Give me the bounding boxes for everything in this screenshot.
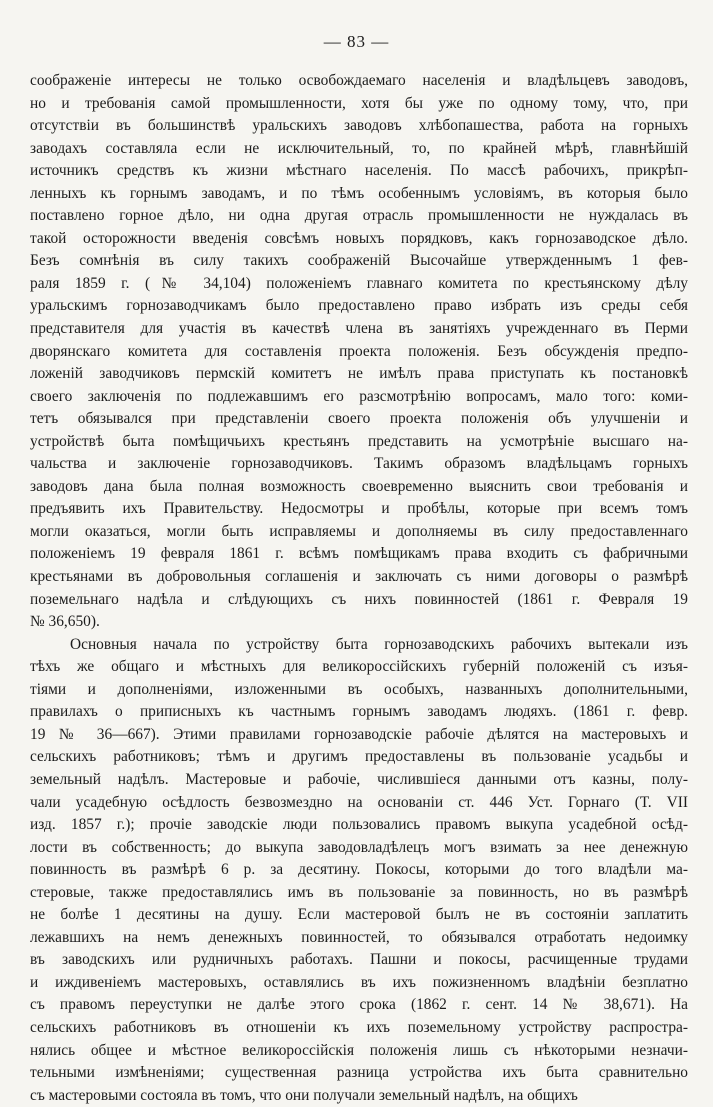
text-line: нялись общее и мѣстное великороссійскія положенія лишь съ нѣкоторыми незначи-	[30, 1041, 688, 1059]
text-line: заводахъ составляла если не исключительный, то, по крайней мѣрѣ, главнѣйшій	[30, 139, 688, 157]
text-line: въ заводскихъ или рудничныхъ работахъ. Пашни и покосы, расчищенные трудами	[30, 951, 688, 969]
text-line: 19 № 36—667). Этими правилами горнозаводскіе рабочіе дѣлятся на мастеровыхъ и	[30, 725, 688, 743]
text-line: поставлено горное дѣло, ни одна другая отрасль промышленности не нуждалась въ	[30, 207, 688, 225]
text-line: предъявить ихъ Правительству. Недосмотры и пробѣлы, которые при всемъ томъ	[30, 500, 688, 518]
text-line: не болѣе 1 десятины на душу. Если мастеровой былъ не въ состояніи заплатить	[30, 906, 688, 924]
paragraph	[30, 70, 688, 634]
text-line: но и требованія самой промышленности, хотя бы уже по одному тому, что, при	[30, 94, 688, 112]
text-line: могли оказаться, могли быть исправляемы и дополняемы въ силу предоставленнаго	[30, 522, 688, 540]
text-line: своего заключенія по подлежавшимъ его разсмотрѣнію вопросамъ, мало того: коми-	[30, 387, 688, 405]
text-line: лости въ собственность; до выкупа заводовладѣлецъ могъ взимать за нее денежную	[30, 838, 688, 856]
text-line: ленныхъ къ горнымъ заводамъ, и по тѣмъ особеннымъ условіямъ, въ которыя было	[30, 184, 688, 202]
text-line: источникъ средствъ къ жизни мѣстнаго населенія. По массѣ рабочихъ, прикрѣп-	[30, 162, 688, 180]
text-line: ложеній заводчиковъ пермскій комитетъ не имѣлъ права приступать къ постановкѣ	[30, 365, 688, 383]
text-line: земельный надѣлъ. Мастеровые и рабочіе, числившіеся данными отъ казны, полу-	[30, 770, 688, 788]
text-line: поземельнаго надѣла и слѣдующихъ съ нихъ повинностей (1861 г. Февраля 19	[30, 590, 688, 608]
text-line: тіями и дополненіями, изложенными въ особыхъ, названныхъ дополнительными,	[30, 680, 688, 698]
text-line: сельскихъ работниковъ въ отношеніи къ ихъ поземельному устройству распростра-	[30, 1018, 688, 1036]
text-line: уральскимъ горнозаводчикамъ было предоставлено право избрать изъ среды себя	[30, 297, 688, 315]
text-line: раля 1859 г. (№ 34,104) положеніемъ главнаго комитета по крестьянскому дѣлу	[30, 274, 688, 292]
text-line: представителя для участія въ качествѣ члена въ занятіяхъ учрежденнаго въ Перми	[30, 320, 688, 338]
text-line: чальства и заключеніе горнозаводчиковъ. Такимъ образомъ владѣльцамъ горныхъ	[30, 455, 688, 473]
paragraph	[30, 634, 688, 1107]
body-text	[30, 70, 688, 1107]
text-line: крестьянами въ добровольныя соглашенія и заключать съ ними договоры о размѣрѣ	[30, 568, 688, 586]
text-line: съ правомъ переуступки не далѣе этого срока (1862 г. сент. 14 № 38,671). На	[30, 996, 688, 1014]
text-line: дворянскаго комитета для составленія проекта положенія. Безъ обсужденія предпо-	[30, 342, 688, 360]
text-line: тѣхъ же общаго и мѣстныхъ для великороссійскихъ губерній положеній съ изъя-	[30, 658, 688, 676]
text-line: Основныя начала по устройству быта горнозаводскихъ рабочихъ вытекали изъ	[70, 635, 688, 653]
text-line: и иждивеніемъ мастеровыхъ, оставлялись въ ихъ пожизненномъ владѣніи безплатно	[30, 973, 688, 991]
text-line: лежавшихъ на немъ денежныхъ повинностей, то обязывался отработать недоимку	[30, 928, 688, 946]
page-number: — 83 —	[323, 32, 390, 51]
text-line: тельными измѣненіями; существенная разница устройства ихъ быта сравнительно	[30, 1064, 688, 1082]
text-line: чали усадебную осѣдлость безвозмездно на основаніи ст. 446 Уст. Горнаго (Т. VII	[30, 793, 688, 811]
text-line: заводовъ дана была полная возможность своевременно выяснить свои требованія и	[30, 477, 688, 495]
text-line: соображеніе интересы не только освобождаемаго населенія и владѣльцевъ заводовъ,	[30, 72, 688, 89]
text-line: съ мастеровыми состояла въ томъ, что они получали земельный надѣлъ, на общихъ	[30, 1086, 578, 1104]
text-line: отсутствіи въ большинствѣ уральскихъ заводовъ хлѣбопашества, работа на горныхъ	[30, 117, 688, 135]
text-line: № 36,650).	[30, 613, 100, 631]
text-line: повинность въ размѣрѣ 6 р. за десятину. Покосы, которыми до того владѣли ма-	[30, 861, 688, 879]
text-line: стеровые, также предоставлялись имъ въ пользованіе за повинность, но въ размѣрѣ	[30, 883, 688, 901]
text-line: тетъ обязывался при представленіи своего проекта положенія объ улучшеніи и	[30, 410, 688, 428]
text-line: Безъ сомнѣнія въ силу такихъ соображеній Высочайше утвержденнымъ 1 фев-	[30, 252, 688, 270]
text-line: правилахъ о приписныхъ къ частнымъ горнымъ заводамъ людяхъ. (1861 г. февр.	[30, 703, 688, 721]
text-line: положеніемъ 19 февраля 1861 г. всѣмъ помѣщикамъ права входить съ фабричными	[30, 545, 688, 563]
text-line: устройствѣ быта помѣщичьихъ крестьянъ представить на усмотрѣніе высшаго на-	[30, 432, 688, 450]
text-line: изд. 1857 г.); прочіе заводскіе люди пользовались правомъ выкупа усадебной осѣд-	[30, 816, 688, 834]
text-line: сельскихъ работниковъ; тѣмъ и другимъ предоставлены въ пользованіе усадьбы и	[30, 748, 688, 766]
text-line: такой осторожности введенія совсѣмъ новыхъ порядковъ, какъ горнозаводское дѣло.	[30, 229, 688, 247]
